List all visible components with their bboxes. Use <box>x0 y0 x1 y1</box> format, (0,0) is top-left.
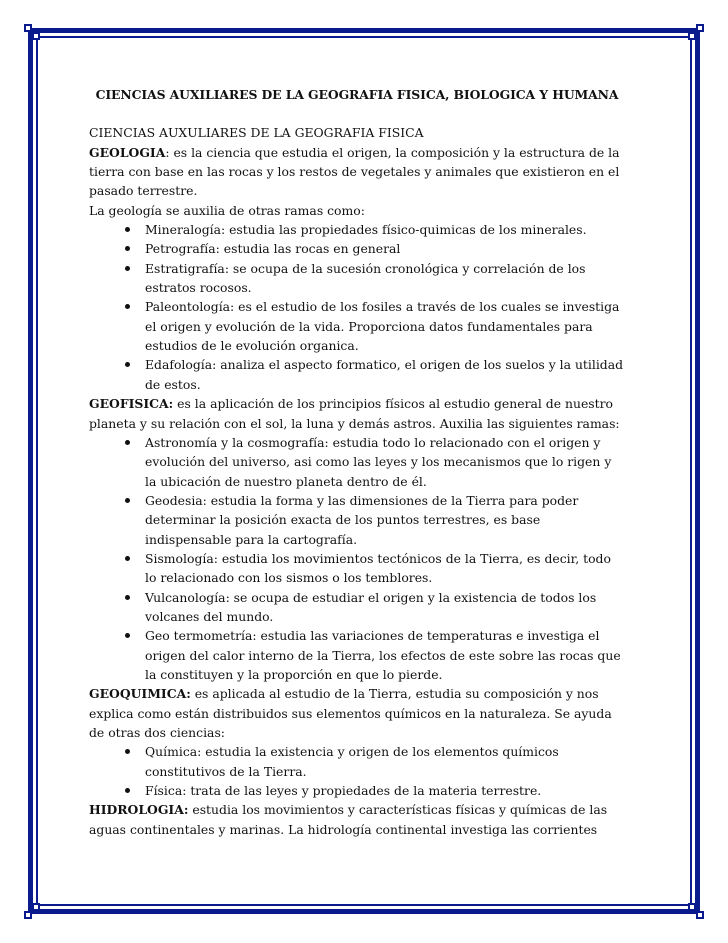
geoquimica-term: GEOQUIMICA: <box>89 686 191 702</box>
hidrologia-text: estudia los movimientos y características físicas y químicas de las aguas continentales y marinas. La hidrología continental investiga las corrientes <box>89 802 608 837</box>
list-item: Química: estudia la existencia y origen de los elementos químicos constitutivos de la Tierra. <box>89 742 625 781</box>
hidrologia-term: HIDROLOGIA: <box>89 802 189 818</box>
list-item: Vulcanología: se ocupa de estudiar el origen y la existencia de todos los volcanes del mundo. <box>89 588 625 627</box>
geofisica-list <box>89 433 625 684</box>
geofisica-paragraph <box>89 394 625 433</box>
border-corner-ornament <box>24 903 40 919</box>
geoquimica-text: es aplicada al estudio de la Tierra, estudia su composición y nos explica como están distribuidos sus elementos químicos en la naturaleza. Se ayuda de otras dos ciencias: <box>89 686 612 740</box>
border-corner-ornament <box>688 903 704 919</box>
geofisica-text: es la aplicación de los principios físicos al estudio general de nuestro planeta y su relación con el sol, la luna y demás astros. Auxilia las siguientes ramas: <box>89 396 620 431</box>
geologia-intro: La geología se auxilia de otras ramas como: <box>89 202 365 218</box>
list-item: Astronomía y la cosmografía: estudia todo lo relacionado con el origen y evolución del universo, asi como las leyes y los mecanismos que lo rigen y la ubicación de nuestro planeta dentro de él. <box>89 433 625 491</box>
document-title: CIENCIAS AUXILIARES DE LA GEOGRAFIA FISICA, BIOLOGICA Y HUMANA <box>95 87 619 102</box>
list-item: Geodesia: estudia la forma y las dimensiones de la Tierra para poder determinar la posición exacta de los puntos terrestres, es base indispensable para la cartografía. <box>89 491 625 549</box>
geoquimica-paragraph <box>89 684 625 742</box>
geofisica-term: GEOFISICA: <box>89 396 174 412</box>
border-corner-ornament <box>688 24 704 40</box>
section-subtitle: CIENCIAS AUXULIARES DE LA GEOGRAFIA FISICA <box>89 125 424 141</box>
geologia-text: : es la ciencia que estudia el origen, la composición y la estructura de la tierra con base en las rocas y los restos de vegetales y animales que existieron en el pasado terrestre. <box>89 144 620 199</box>
hidrologia-paragraph <box>89 800 625 839</box>
geologia-paragraph <box>89 143 625 201</box>
geoquimica-list <box>89 742 625 800</box>
list-item: Estratigrafía: se ocupa de la sucesión cronológica y correlación de los estratos rocosos. <box>89 259 625 298</box>
geologia-term: GEOLOGIA <box>89 144 166 160</box>
list-item: Geo termometría: estudia las variaciones de temperaturas e investiga el origen del calor interno de la Tierra, los efectos de este sobre las rocas que la constituyen y la proporción en que lo pierde. <box>89 626 625 684</box>
geologia-list <box>89 220 625 394</box>
list-item: Edafología: analiza el aspecto formatico, el origen de los suelos y la utilidad de estos. <box>89 355 625 394</box>
list-item: Sismología: estudia los movimientos tectónicos de la Tierra, es decir, todo lo relacionado con los sismos o los temblores. <box>89 549 625 588</box>
list-item: Física: trata de las leyes y propiedades de la materia terrestre. <box>89 781 625 800</box>
list-item: Petrografía: estudia las rocas en general <box>89 239 625 258</box>
border-corner-ornament <box>24 24 40 40</box>
list-item: Paleontología: es el estudio de los fosiles a través de los cuales se investiga el origen y evolución de la vida. Proporciona datos fundamentales para estudios de le evolución organica. <box>89 297 625 355</box>
document-page <box>89 85 625 839</box>
list-item: Mineralogía: estudia las propiedades físico-quimicas de los minerales. <box>89 220 625 239</box>
